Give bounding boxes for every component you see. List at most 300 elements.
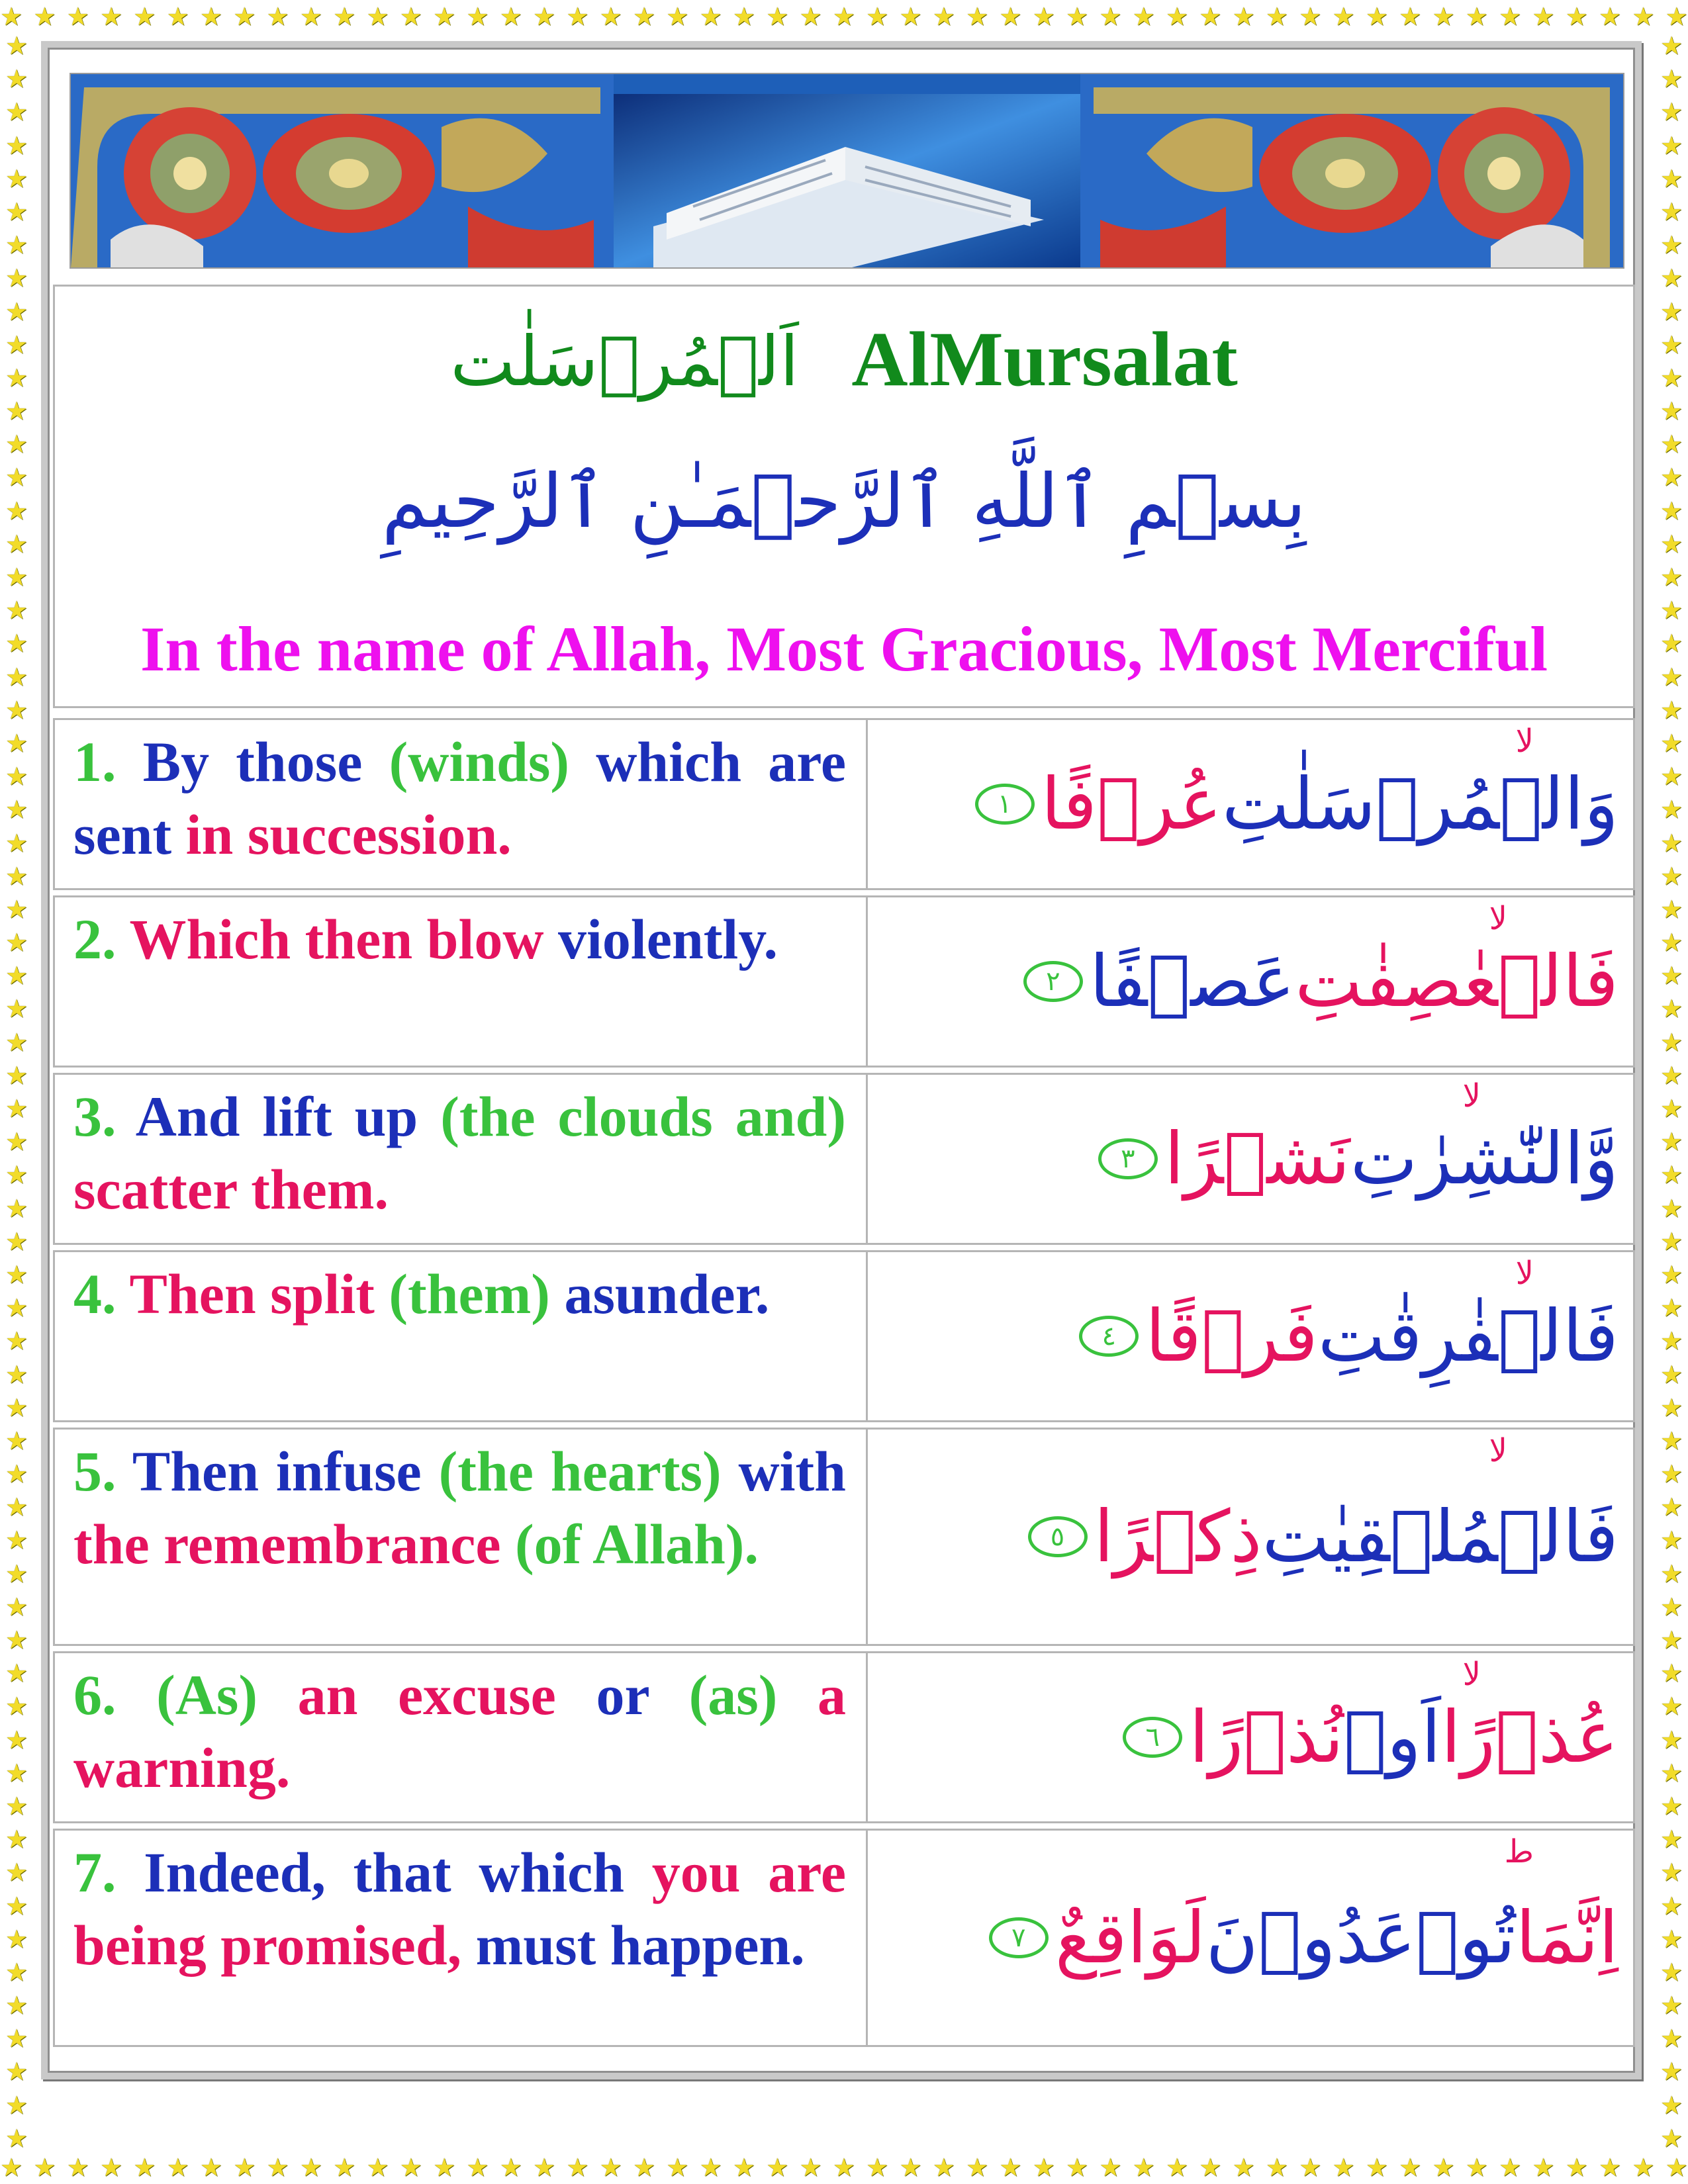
- star-icon: ★: [5, 662, 28, 692]
- star-icon: ★: [1066, 2, 1089, 31]
- star-icon: ★: [366, 2, 389, 31]
- star-icon: ★: [5, 396, 28, 426]
- star-icon: ★: [433, 2153, 456, 2182]
- star-border-right: [1655, 33, 1688, 2151]
- star-icon: ★: [1660, 1525, 1683, 1555]
- star-icon: ★: [1465, 2, 1488, 31]
- star-icon: ★: [233, 2153, 256, 2182]
- verse-arabic: [868, 1252, 1633, 1420]
- star-icon: ★: [1660, 1957, 1683, 1987]
- arabic-word: نَشۡرًا: [1164, 1117, 1350, 1201]
- star-icon: ★: [5, 728, 28, 758]
- star-icon: ★: [1660, 1858, 1683, 1888]
- star-icon: ★: [1660, 1559, 1683, 1588]
- star-icon: ★: [5, 828, 28, 858]
- ayah-number-icon: ٤: [1079, 1316, 1139, 1357]
- translation-segment: Which then blow: [129, 907, 558, 971]
- star-icon: ★: [1532, 2153, 1555, 2182]
- star-icon: ★: [599, 2153, 622, 2182]
- star-icon: ★: [5, 1426, 28, 1455]
- star-icon: ★: [1232, 2, 1255, 31]
- star-icon: ★: [1299, 2, 1322, 31]
- star-icon: ★: [932, 2153, 955, 2182]
- star-icon: ★: [1660, 1791, 1683, 1821]
- star-icon: ★: [233, 2, 256, 31]
- star-icon: ★: [1660, 1692, 1683, 1721]
- star-icon: ★: [1660, 928, 1683, 958]
- waqf-sign: لا: [1515, 723, 1534, 760]
- right-floral-ornament: [1080, 74, 1623, 267]
- star-icon: ★: [1199, 2, 1222, 31]
- star-icon: ★: [199, 2, 222, 31]
- star-icon: ★: [1660, 2090, 1683, 2120]
- star-icon: ★: [1132, 2, 1155, 31]
- translation-segment: (them): [389, 1262, 565, 1326]
- star-icon: ★: [1660, 762, 1683, 792]
- waqf-sign: لا: [1462, 1077, 1481, 1115]
- star-icon: ★: [1660, 64, 1683, 94]
- star-icon: ★: [5, 1725, 28, 1754]
- waqf-sign: لا: [1462, 1656, 1481, 1693]
- translation-segment: which are sent: [73, 730, 847, 866]
- star-icon: ★: [333, 2153, 356, 2182]
- translation-segment: an excuse: [297, 1663, 596, 1727]
- star-icon: ★: [499, 2153, 522, 2182]
- star-icon: ★: [1265, 2, 1288, 31]
- star-icon: ★: [1299, 2153, 1322, 2182]
- star-icon: ★: [0, 2153, 23, 2182]
- translation-segment: Then split: [129, 1262, 389, 1326]
- star-icon: ★: [1660, 230, 1683, 260]
- star-icon: ★: [399, 2153, 422, 2182]
- verse-table: [53, 718, 1635, 2052]
- star-icon: ★: [1465, 2153, 1488, 2182]
- verse-arabic: [868, 1075, 1633, 1243]
- star-icon: ★: [266, 2, 289, 31]
- star-icon: ★: [1332, 2, 1355, 31]
- translation-segment: 2.: [73, 907, 130, 971]
- star-icon: ★: [1032, 2153, 1055, 2182]
- star-icon: ★: [1399, 2, 1422, 31]
- star-icon: ★: [1660, 1924, 1683, 1954]
- star-icon: ★: [1660, 2024, 1683, 2054]
- star-icon: ★: [1660, 1193, 1683, 1223]
- star-icon: ★: [1660, 1359, 1683, 1389]
- star-icon: ★: [566, 2, 589, 31]
- star-icon: ★: [1660, 1293, 1683, 1323]
- ayah-number-icon: ٦: [1123, 1717, 1182, 1758]
- arabic-word: تُوۡعَدُوۡنَ: [1205, 1896, 1516, 1979]
- star-icon: ★: [1660, 695, 1683, 725]
- verse-row: [53, 1829, 1635, 2047]
- star-icon: ★: [5, 596, 28, 625]
- star-icon: ★: [666, 2153, 689, 2182]
- star-icon: ★: [832, 2153, 855, 2182]
- star-icon: ★: [5, 629, 28, 659]
- star-icon: ★: [1660, 1459, 1683, 1489]
- star-icon: ★: [1665, 2153, 1688, 2182]
- star-icon: ★: [999, 2153, 1022, 2182]
- star-icon: ★: [5, 1924, 28, 1954]
- star-icon: ★: [5, 296, 28, 326]
- translation-segment: 3.: [73, 1085, 136, 1148]
- star-icon: ★: [5, 1758, 28, 1788]
- arabic-word: وَالۡمُرۡسَلٰتِ: [1221, 762, 1618, 846]
- arabic-word: وَّالنّٰشِرٰتِ: [1350, 1117, 1618, 1201]
- translation-segment: with: [738, 1439, 846, 1503]
- star-icon: ★: [5, 33, 28, 60]
- star-icon: ★: [5, 130, 28, 160]
- arabic-word: فَالۡفٰرِقٰتِ: [1317, 1295, 1618, 1378]
- star-icon: ★: [1432, 2153, 1455, 2182]
- star-icon: ★: [5, 1492, 28, 1522]
- quran-banner-image: [70, 73, 1624, 269]
- verse-translation: [55, 1075, 868, 1243]
- left-floral-ornament: [71, 74, 614, 267]
- star-icon: ★: [866, 2, 889, 31]
- verse-arabic: [868, 1653, 1633, 1821]
- star-icon: ★: [99, 2, 123, 31]
- star-icon: ★: [899, 2, 922, 31]
- arabic-word: اِنَّمَا: [1515, 1896, 1618, 1979]
- star-icon: ★: [1660, 1027, 1683, 1057]
- star-icon: ★: [1660, 795, 1683, 825]
- star-icon: ★: [1660, 1991, 1683, 2021]
- ayah-number-icon: ٥: [1028, 1516, 1088, 1557]
- star-icon: ★: [1432, 2, 1455, 31]
- star-icon: ★: [5, 928, 28, 958]
- star-icon: ★: [966, 2153, 989, 2182]
- star-icon: ★: [5, 861, 28, 891]
- star-icon: ★: [5, 529, 28, 559]
- star-icon: ★: [1660, 496, 1683, 525]
- star-icon: ★: [1632, 2, 1655, 31]
- star-icon: ★: [1660, 894, 1683, 924]
- star-icon: ★: [1499, 2, 1522, 31]
- star-icon: ★: [632, 2153, 656, 2182]
- star-icon: ★: [299, 2153, 322, 2182]
- star-icon: ★: [266, 2153, 289, 2182]
- ayah-number-icon: ٣: [1098, 1138, 1158, 1179]
- star-icon: ★: [1099, 2, 1122, 31]
- star-icon: ★: [5, 1392, 28, 1422]
- arabic-word: فَرۡقًا: [1145, 1295, 1318, 1378]
- star-icon: ★: [5, 795, 28, 825]
- star-icon: ★: [1265, 2153, 1288, 2182]
- star-icon: ★: [1660, 1326, 1683, 1356]
- translation-segment: you are being promised,: [73, 1841, 847, 1977]
- star-icon: ★: [5, 1060, 28, 1090]
- arabic-word: لَوَاقِعٌ: [1055, 1896, 1206, 1979]
- translation-segment: or: [596, 1663, 689, 1727]
- star-icon: ★: [1165, 2, 1189, 31]
- star-icon: ★: [799, 2, 822, 31]
- star-icon: ★: [66, 2, 89, 31]
- star-icon: ★: [5, 1127, 28, 1157]
- star-icon: ★: [5, 994, 28, 1024]
- star-icon: ★: [133, 2, 156, 31]
- star-icon: ★: [5, 430, 28, 459]
- translation-segment: must happen.: [475, 1913, 805, 1977]
- star-icon: ★: [5, 163, 28, 193]
- star-icon: ★: [1660, 1094, 1683, 1123]
- star-icon: ★: [5, 1692, 28, 1721]
- star-icon: ★: [1660, 396, 1683, 426]
- star-icon: ★: [5, 1525, 28, 1555]
- waqf-sign: لا: [1515, 1255, 1534, 1292]
- star-icon: ★: [5, 1027, 28, 1057]
- translation-segment: violently.: [557, 907, 778, 971]
- verse-row: [53, 1651, 1635, 1823]
- star-icon: ★: [1660, 1426, 1683, 1455]
- translation-segment: And lift up: [135, 1085, 441, 1148]
- star-icon: ★: [5, 1991, 28, 2021]
- ayah-number-icon: ٢: [1023, 961, 1083, 1002]
- star-border-top: [0, 0, 1688, 33]
- star-icon: ★: [5, 1160, 28, 1190]
- waqf-sign: لا: [1489, 900, 1507, 937]
- ayah-number-icon: ١: [975, 784, 1035, 825]
- star-icon: ★: [1660, 130, 1683, 160]
- waqf-sign: ط: [1504, 1833, 1534, 1870]
- star-icon: ★: [5, 1326, 28, 1356]
- star-icon: ★: [1565, 2153, 1588, 2182]
- star-icon: ★: [666, 2, 689, 31]
- translation-segment: 7.: [73, 1841, 144, 1904]
- star-icon: ★: [5, 2057, 28, 2087]
- star-icon: ★: [1660, 197, 1683, 226]
- star-icon: ★: [999, 2, 1022, 31]
- star-icon: ★: [5, 1957, 28, 1987]
- verse-translation: [55, 1653, 868, 1821]
- star-icon: ★: [866, 2153, 889, 2182]
- arabic-word: عُذۡرًا: [1440, 1696, 1618, 1779]
- star-icon: ★: [1660, 33, 1683, 60]
- star-icon: ★: [1532, 2, 1555, 31]
- star-icon: ★: [33, 2153, 56, 2182]
- star-icon: ★: [799, 2153, 822, 2182]
- star-icon: ★: [1660, 1758, 1683, 1788]
- translation-segment: asunder.: [564, 1262, 770, 1326]
- star-icon: ★: [1660, 363, 1683, 392]
- star-icon: ★: [333, 2, 356, 31]
- star-icon: ★: [5, 961, 28, 991]
- star-icon: ★: [1660, 629, 1683, 659]
- star-icon: ★: [1660, 861, 1683, 891]
- star-icon: ★: [5, 1825, 28, 1854]
- translation-segment: (of Allah).: [515, 1512, 759, 1576]
- star-border-bottom: [0, 2151, 1688, 2184]
- star-icon: ★: [5, 97, 28, 127]
- waqf-sign: لا: [1489, 1432, 1507, 1469]
- verse-row: [53, 1250, 1635, 1422]
- arabic-word: فَالۡمُلۡقِيٰتِ: [1262, 1495, 1618, 1578]
- arabic-word: فَالۡعٰصِفٰتِ: [1295, 940, 1618, 1023]
- star-icon: ★: [1565, 2, 1588, 31]
- star-icon: ★: [1660, 463, 1683, 492]
- translation-segment: (the clouds and): [440, 1085, 846, 1148]
- verse-translation: [55, 897, 868, 1066]
- star-icon: ★: [5, 1293, 28, 1323]
- star-icon: ★: [66, 2153, 89, 2182]
- star-icon: ★: [5, 1094, 28, 1123]
- star-icon: ★: [1660, 1625, 1683, 1655]
- star-icon: ★: [433, 2, 456, 31]
- star-icon: ★: [5, 1359, 28, 1389]
- star-icon: ★: [1365, 2153, 1388, 2182]
- star-icon: ★: [1660, 163, 1683, 193]
- star-icon: ★: [1660, 1592, 1683, 1621]
- ayah-number-icon: ٧: [989, 1917, 1049, 1958]
- star-icon: ★: [1660, 97, 1683, 127]
- star-icon: ★: [1199, 2153, 1222, 2182]
- star-icon: ★: [1660, 1160, 1683, 1190]
- verse-translation: [55, 1831, 868, 2045]
- star-icon: ★: [5, 1858, 28, 1888]
- star-icon: ★: [5, 1891, 28, 1921]
- star-icon: ★: [766, 2, 789, 31]
- star-icon: ★: [699, 2, 722, 31]
- star-icon: ★: [832, 2, 855, 31]
- star-icon: ★: [5, 330, 28, 359]
- verse-translation: [55, 1430, 868, 1644]
- star-icon: ★: [5, 230, 28, 260]
- star-icon: ★: [1660, 728, 1683, 758]
- surah-title-english: AlMursalat: [851, 316, 1238, 402]
- star-icon: ★: [1099, 2153, 1122, 2182]
- star-icon: ★: [1632, 2153, 1655, 2182]
- star-icon: ★: [5, 363, 28, 392]
- star-icon: ★: [5, 894, 28, 924]
- arabic-word: عُرۡفًا: [1041, 762, 1222, 846]
- surah-title-arabic: اَلۡمُرۡسَلٰت: [450, 321, 799, 402]
- arabic-word: اَوۡ: [1343, 1696, 1441, 1779]
- star-icon: ★: [5, 197, 28, 226]
- translation-segment: By those: [142, 730, 389, 794]
- star-icon: ★: [299, 2, 322, 31]
- star-icon: ★: [632, 2, 656, 31]
- star-icon: ★: [566, 2153, 589, 2182]
- star-icon: ★: [5, 1592, 28, 1621]
- surah-title: [55, 313, 1633, 408]
- verse-translation: [55, 720, 868, 888]
- star-icon: ★: [932, 2, 955, 31]
- verse-arabic: [868, 1831, 1633, 2045]
- verse-row: [53, 1428, 1635, 1646]
- star-icon: ★: [5, 463, 28, 492]
- star-icon: ★: [1660, 1492, 1683, 1522]
- star-icon: ★: [1660, 430, 1683, 459]
- star-icon: ★: [1665, 2, 1688, 31]
- star-border-left: [0, 33, 33, 2151]
- star-icon: ★: [5, 695, 28, 725]
- star-icon: ★: [1660, 662, 1683, 692]
- translation-segment: 4.: [73, 1262, 130, 1326]
- star-icon: ★: [5, 263, 28, 293]
- star-icon: ★: [1660, 994, 1683, 1024]
- star-icon: ★: [1660, 330, 1683, 359]
- translation-segment: 6.: [73, 1663, 157, 1727]
- arabic-word: عَصۡفًا: [1089, 940, 1295, 1023]
- translation-segment: (as): [688, 1663, 818, 1727]
- star-icon: ★: [699, 2153, 722, 2182]
- star-icon: ★: [5, 1226, 28, 1256]
- star-icon: ★: [166, 2153, 189, 2182]
- banner-illustration: [71, 74, 1623, 267]
- star-icon: ★: [1660, 1127, 1683, 1157]
- star-icon: ★: [1499, 2153, 1522, 2182]
- star-icon: ★: [5, 563, 28, 592]
- star-icon: ★: [1599, 2153, 1622, 2182]
- bismillah-arabic: بِسۡمِ ٱللَّهِ ٱلرَّحۡمَـٰنِ ٱلرَّحِيمِ: [381, 459, 1307, 545]
- star-icon: ★: [1660, 828, 1683, 858]
- arabic-word: ذِكۡرًا: [1094, 1495, 1262, 1578]
- star-icon: ★: [5, 64, 28, 94]
- star-icon: ★: [366, 2153, 389, 2182]
- star-icon: ★: [899, 2153, 922, 2182]
- star-icon: ★: [199, 2153, 222, 2182]
- star-icon: ★: [1660, 1392, 1683, 1422]
- verse-row: [53, 1073, 1635, 1245]
- translation-segment: (winds): [389, 730, 596, 794]
- star-icon: ★: [5, 2123, 28, 2151]
- translation-segment: the remembrance: [73, 1512, 516, 1576]
- translation-segment: 1.: [73, 730, 143, 794]
- star-icon: ★: [1660, 1259, 1683, 1289]
- star-icon: ★: [99, 2153, 123, 2182]
- star-icon: ★: [1332, 2153, 1355, 2182]
- star-icon: ★: [5, 1659, 28, 1688]
- arabic-word: نُذۡرًا: [1189, 1696, 1344, 1779]
- star-icon: ★: [5, 762, 28, 792]
- translation-segment: scatter them.: [73, 1158, 389, 1221]
- verse-arabic: [868, 897, 1633, 1066]
- star-icon: ★: [5, 1791, 28, 1821]
- verse-arabic: [868, 1430, 1633, 1644]
- surah-header: [53, 285, 1635, 708]
- star-icon: ★: [466, 2153, 489, 2182]
- star-icon: ★: [1365, 2, 1388, 31]
- star-icon: ★: [1660, 2057, 1683, 2087]
- star-icon: ★: [5, 1459, 28, 1489]
- star-icon: ★: [1399, 2153, 1422, 2182]
- star-icon: ★: [5, 1193, 28, 1223]
- star-icon: ★: [0, 2, 23, 31]
- star-icon: ★: [1660, 596, 1683, 625]
- translation-segment: Then infuse: [132, 1439, 439, 1503]
- star-icon: ★: [466, 2, 489, 31]
- star-icon: ★: [33, 2, 56, 31]
- verse-arabic: [868, 720, 1633, 888]
- star-icon: ★: [1660, 563, 1683, 592]
- translation-segment: (the hearts): [438, 1439, 739, 1503]
- star-icon: ★: [533, 2153, 556, 2182]
- translation-segment: (As): [156, 1663, 298, 1727]
- star-icon: ★: [5, 496, 28, 525]
- star-icon: ★: [1599, 2, 1622, 31]
- star-icon: ★: [533, 2, 556, 31]
- translation-segment: 5.: [73, 1439, 132, 1503]
- star-icon: ★: [1660, 529, 1683, 559]
- star-icon: ★: [133, 2153, 156, 2182]
- open-book-image: [614, 94, 1080, 267]
- star-icon: ★: [166, 2, 189, 31]
- star-icon: ★: [1660, 1825, 1683, 1854]
- star-icon: ★: [1660, 1659, 1683, 1688]
- star-icon: ★: [1165, 2153, 1189, 2182]
- star-icon: ★: [732, 2, 755, 31]
- verse-row: [53, 718, 1635, 890]
